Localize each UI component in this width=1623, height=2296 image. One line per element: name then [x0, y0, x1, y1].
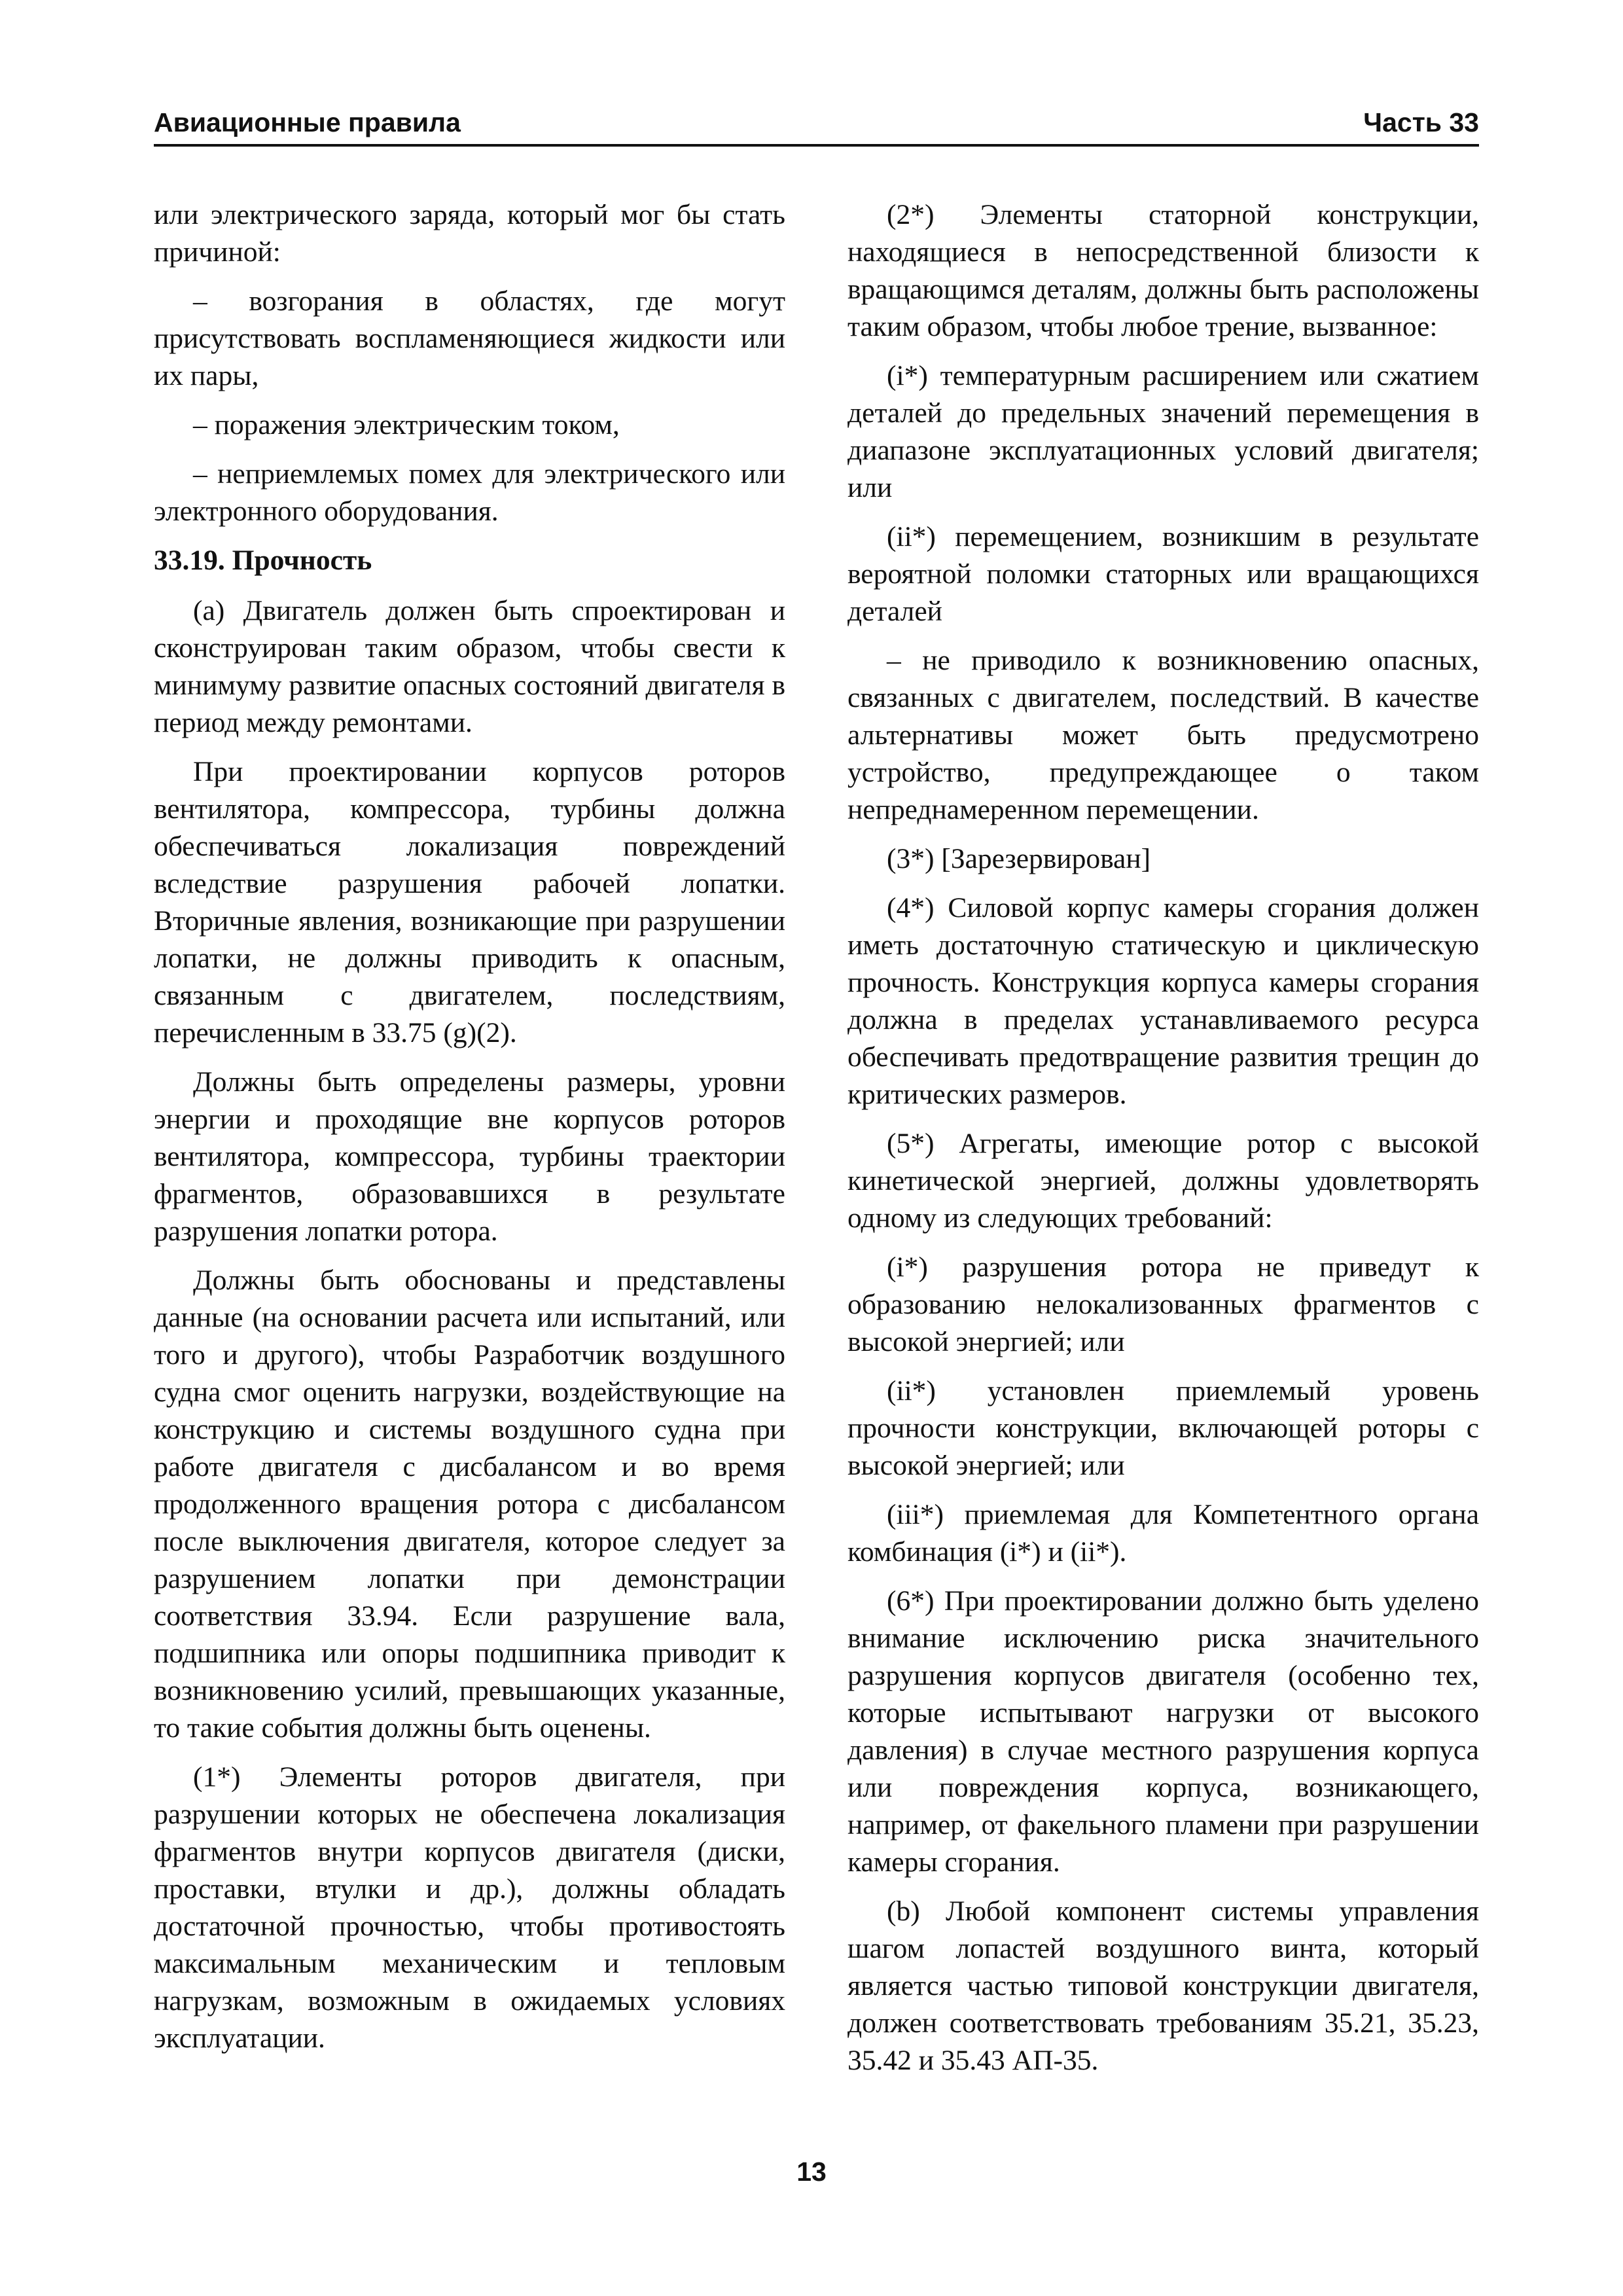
page-header: [154, 103, 1479, 147]
list-item: – неприемлемых помех для электрического или электронного оборудования.: [154, 458, 785, 527]
paragraph: (2*) Элементы статорной конструкции, находящиеся в непосредственной близости к вращающимся деталям, должны быть расположены таким образом, чтобы любое трение, вызванное:: [847, 199, 1479, 342]
paragraph: (1*) Элементы роторов двигателя, при разрушении которых не обеспечена локализация фрагментов внутри корпусов двигателя (диски, проставки, втулки и др.), должны обладать достаточной прочностью, чтобы противостоять максимальным механическим и тепловым нагрузкам, возможным в ожидаемых условиях эксплуатации.: [154, 1761, 785, 2054]
paragraph: (3*) [Зарезервирован]: [887, 843, 1151, 874]
list-item: – поражения электрическим током,: [193, 409, 620, 440]
left-column: [154, 196, 785, 2069]
paragraph: (ii*) перемещением, возникшим в результате вероятной поломки статорных или вращающихся деталей: [847, 521, 1479, 627]
right-column: [847, 196, 1479, 2091]
paragraph: (a) Двигатель должен быть спроектирован и сконструирован таким образом, чтобы свести к минимуму развитие опасных состояний двигателя в период между ремонтами.: [154, 595, 785, 738]
page-number: 13: [796, 2157, 827, 2187]
paragraph: (i*) температурным расширением или сжатием деталей до предельных значений перемещения в диапазоне эксплуатационных условий двигателя; или: [847, 360, 1479, 503]
paragraph: или электрического заряда, который мог бы стать причиной:: [154, 199, 785, 268]
section-heading: 33.19. Прочность: [154, 545, 372, 576]
document-part: Часть 33: [1363, 107, 1479, 137]
list-item: – возгорания в областях, где могут присутствовать воспламеняющиеся жидкости или их пары,: [154, 285, 785, 391]
paragraph: Должны быть обоснованы и представлены данные (на основании расчета или испытаний, или того и другого), чтобы Разработчик воздушного судна смог оценить нагрузки, воздействующие на конструкцию и системы воздушного судна при работе двигателя с дисбалансом и во время продолженного вращения ротора с дисбалансом после выключения двигателя, которое следует за разрушением лопатки при демонстрации соответствия 33.94. Если разрушение вала, подшипника или опоры подшипника приводит к возникновению усилий, превышающих указанные, то такие события должны быть оценены.: [154, 1265, 785, 1744]
paragraph: (i*) разрушения ротора не приведут к образованию нелокализованных фрагментов с высокой энергией; или: [847, 1251, 1479, 1357]
paragraph: (iii*) приемлемая для Компетентного органа комбинация (i*) и (ii*).: [847, 1499, 1479, 1568]
paragraph: (6*) При проектировании должно быть уделено внимание исключению риска значительного разрушения корпусов двигателя (особенно тех, которые испытывают нагрузки от высокого давления) в случае местного разрушения корпуса или повреждения корпуса, возникающего, например, от факельного пламени при разрушении камеры сгорания.: [847, 1585, 1479, 1878]
paragraph: Должны быть определены размеры, уровни энергии и проходящие вне корпусов роторов вентилятора, компрессора, турбины траектории фрагментов, образовавшихся в результате разрушения лопатки ротора.: [154, 1066, 785, 1247]
paragraph: – не приводило к возникновению опасных, связанных с двигателем, последствий. В качестве альтернативы может быть предусмотрено устройство, предупреждающее о таком непреднамеренном перемещении.: [847, 645, 1479, 825]
paragraph: (ii*) установлен приемлемый уровень прочности конструкции, включающей роторы с высокой энергией; или: [847, 1375, 1479, 1481]
document-title: Авиационные правила: [154, 107, 461, 137]
paragraph: (b) Любой компонент системы управления шагом лопастей воздушного винта, который является частью типовой конструкции двигателя, должен соответствовать требованиям 35.21, 35.23, 35.42 и 35.43 АП-35.: [847, 1895, 1479, 2076]
paragraph: (5*) Агрегаты, имеющие ротор с высокой кинетической энергией, должны удовлетворять одному из следующих требований:: [847, 1128, 1479, 1234]
paragraph: При проектировании корпусов роторов вентилятора, компрессора, турбины должна обеспечиваться локализация повреждений вследствие разрушения рабочей лопатки. Вторичные явления, возникающие при разрушении лопатки, не должны приводить к опасным, связанным с двигателем, последствиям, перечисленным в 33.75 (g)(2).: [154, 756, 785, 1049]
paragraph: (4*) Силовой корпус камеры сгорания должен иметь достаточную статическую и циклическую прочность. Конструкция корпуса камеры сгорания должна в пределах устанавливаемого ресурса обеспечивать предотвращение развития трещин до критических размеров.: [847, 892, 1479, 1110]
